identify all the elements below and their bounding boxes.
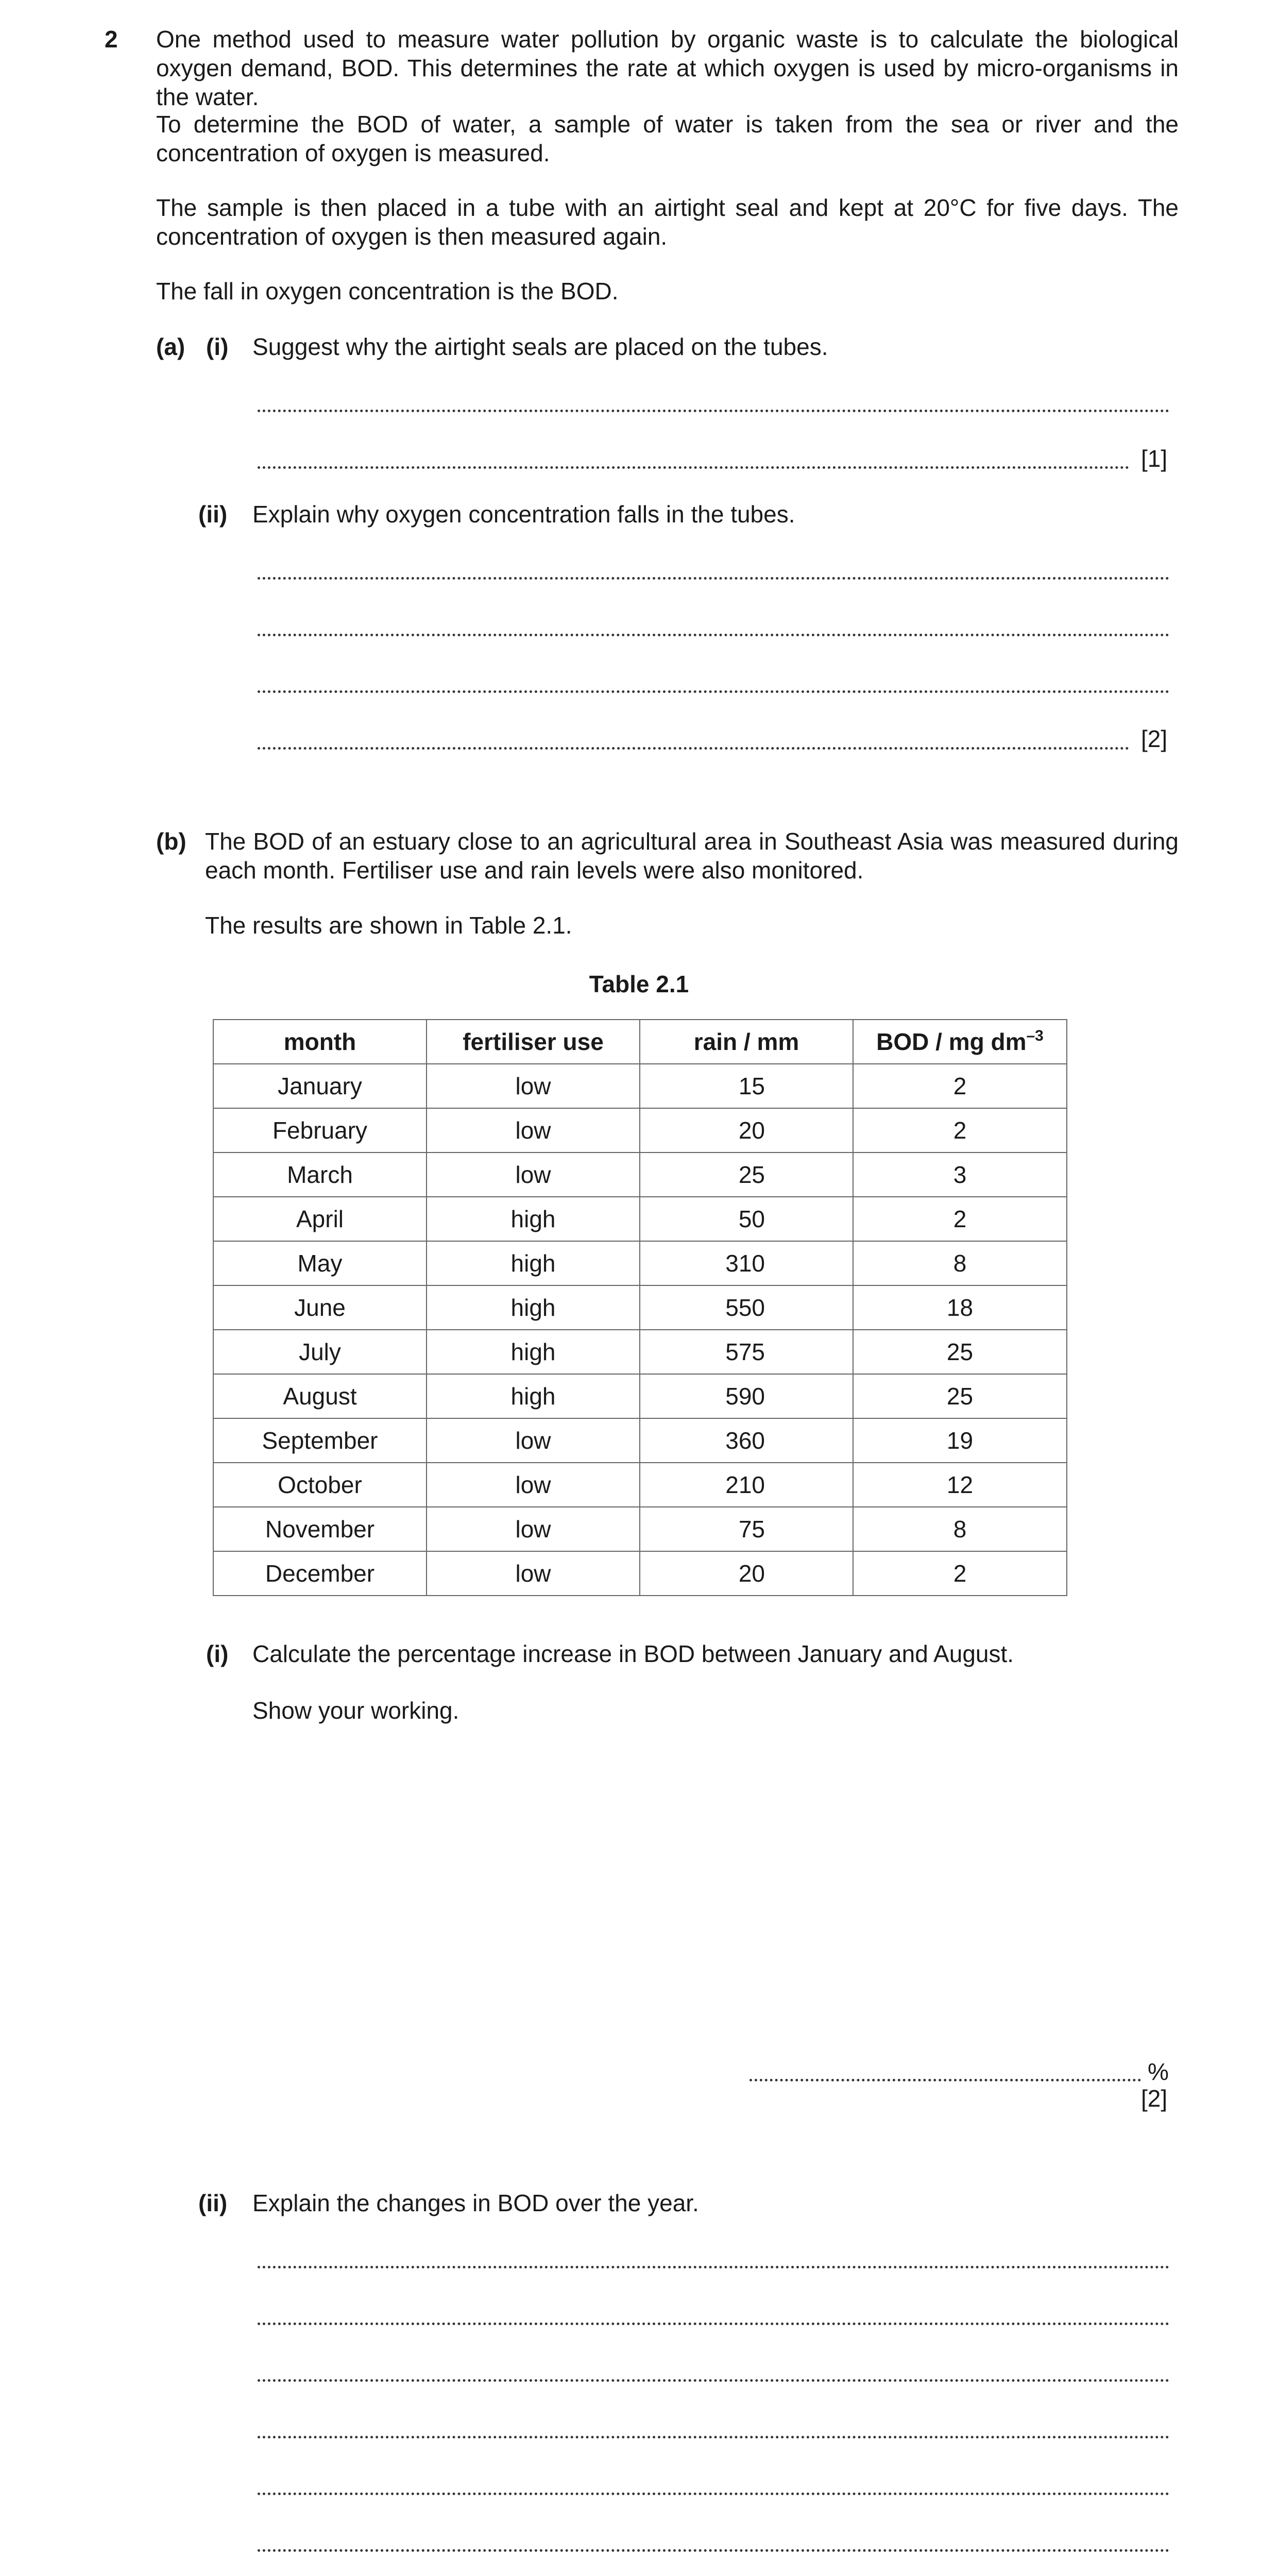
cell-bod: 25 [853, 1374, 1067, 1418]
answer-line-b-i[interactable] [749, 2079, 1141, 2081]
table-row [213, 1064, 1067, 1108]
answer-line-b-ii-5[interactable] [258, 2493, 1169, 2495]
table-header-row [213, 1020, 1067, 1064]
cell-month: April [213, 1197, 427, 1241]
cell-month: May [213, 1241, 427, 1285]
cell-bod: 12 [853, 1463, 1067, 1507]
header-bod-text: BOD / mg dm [876, 1028, 1027, 1055]
cell-fertiliser: low [427, 1108, 640, 1153]
table-row [213, 1108, 1067, 1153]
cell-month: October [213, 1463, 427, 1507]
results-table [213, 1019, 1067, 1596]
part-b-results-text: The results are shown in Table 2.1. [205, 912, 572, 939]
cell-bod: 19 [853, 1418, 1067, 1463]
intro-paragraph-4: The fall in oxygen concentration is the BOD. [156, 278, 619, 304]
cell-rain: 360 [640, 1418, 853, 1463]
table-row [213, 1507, 1067, 1551]
part-b-i-question: Calculate the percentage increase in BOD between January and August. [252, 1640, 1014, 1667]
cell-fertiliser: high [427, 1241, 640, 1285]
cell-rain: 20 [640, 1551, 853, 1596]
answer-line-a-ii-4[interactable] [258, 747, 1129, 750]
part-b-i-instruction: Show your working. [252, 1697, 459, 1724]
answer-line-a-ii-3[interactable] [258, 690, 1169, 693]
cell-bod: 25 [853, 1330, 1067, 1374]
part-b-label: (b) [156, 828, 186, 855]
part-a-i-question: Suggest why the airtight seals are placed on the tubes. [252, 333, 828, 360]
table-row [213, 1418, 1067, 1463]
intro-paragraph-1: One method used to measure water pollution by organic waste is to calculate the biological oxygen demand, BOD. This determines the rate at which oxygen is used by micro-organisms in the water. [156, 26, 1179, 110]
cell-rain: 550 [640, 1285, 853, 1330]
header-fertiliser-use: fertiliser use [427, 1020, 640, 1064]
mark-a-i: [1] [1141, 445, 1168, 472]
cell-rain: 575 [640, 1330, 853, 1374]
cell-fertiliser: low [427, 1463, 640, 1507]
answer-line-a-ii-1[interactable] [258, 577, 1169, 580]
answer-line-b-ii-6[interactable] [258, 2549, 1169, 2552]
mark-b-i: [2] [1141, 2085, 1168, 2112]
cell-month: March [213, 1153, 427, 1197]
cell-month: June [213, 1285, 427, 1330]
mark-a-ii: [2] [1141, 725, 1168, 752]
cell-month: November [213, 1507, 427, 1551]
part-a-ii-label: (ii) [198, 501, 228, 528]
table-row [213, 1197, 1067, 1241]
cell-rain: 25 [640, 1153, 853, 1197]
header-bod-exponent: –3 [1026, 1027, 1044, 1044]
cell-fertiliser: high [427, 1197, 640, 1241]
cell-rain: 310 [640, 1241, 853, 1285]
cell-rain: 75 [640, 1507, 853, 1551]
cell-month: September [213, 1418, 427, 1463]
cell-bod: 8 [853, 1507, 1067, 1551]
part-b-i-label: (i) [206, 1640, 229, 1667]
cell-bod: 2 [853, 1197, 1067, 1241]
answer-line-b-ii-2[interactable] [258, 2323, 1169, 2325]
cell-fertiliser: low [427, 1551, 640, 1596]
cell-bod: 2 [853, 1108, 1067, 1153]
answer-line-b-ii-3[interactable] [258, 2379, 1169, 2382]
answer-line-a-i-2[interactable] [258, 466, 1129, 469]
question-number: 2 [105, 26, 118, 53]
answer-line-a-ii-2[interactable] [258, 634, 1169, 636]
cell-month: July [213, 1330, 427, 1374]
part-a-label: (a) [156, 333, 185, 360]
cell-bod: 2 [853, 1551, 1067, 1596]
table-row [213, 1241, 1067, 1285]
header-rain: rain / mm [640, 1020, 853, 1064]
cell-fertiliser: high [427, 1330, 640, 1374]
part-a-i-label: (i) [206, 333, 229, 360]
table-row [213, 1551, 1067, 1596]
header-bod [853, 1020, 1067, 1064]
table-row [213, 1330, 1067, 1374]
unit-percent: % [1148, 2058, 1169, 2085]
cell-rain: 20 [640, 1108, 853, 1153]
cell-fertiliser: low [427, 1064, 640, 1108]
table-row [213, 1153, 1067, 1197]
cell-month: December [213, 1551, 427, 1596]
header-month: month [213, 1020, 427, 1064]
table-row [213, 1374, 1067, 1418]
cell-bod: 2 [853, 1064, 1067, 1108]
cell-bod: 3 [853, 1153, 1067, 1197]
table-row [213, 1463, 1067, 1507]
cell-rain: 210 [640, 1463, 853, 1507]
part-b-ii-question: Explain the changes in BOD over the year. [252, 2190, 699, 2216]
cell-rain: 15 [640, 1064, 853, 1108]
cell-month: January [213, 1064, 427, 1108]
answer-line-b-ii-4[interactable] [258, 2436, 1169, 2438]
cell-fertiliser: high [427, 1374, 640, 1418]
cell-bod: 8 [853, 1241, 1067, 1285]
cell-bod: 18 [853, 1285, 1067, 1330]
intro-paragraph-3: The sample is then placed in a tube with an airtight seal and kept at 20°C for five days. The concentration of oxygen is then measured again. [156, 194, 1179, 250]
intro-paragraph-2: To determine the BOD of water, a sample of water is taken from the sea or river and the concentration of oxygen is measured. [156, 111, 1179, 166]
cell-month: August [213, 1374, 427, 1418]
cell-month: February [213, 1108, 427, 1153]
answer-line-a-i-1[interactable] [258, 410, 1169, 412]
cell-rain: 50 [640, 1197, 853, 1241]
cell-fertiliser: low [427, 1507, 640, 1551]
answer-line-b-ii-1[interactable] [258, 2266, 1169, 2268]
cell-fertiliser: low [427, 1153, 640, 1197]
table-title: Table 2.1 [589, 971, 689, 997]
cell-fertiliser: high [427, 1285, 640, 1330]
part-a-ii-question: Explain why oxygen concentration falls in the tubes. [252, 501, 795, 528]
part-b-ii-label: (ii) [198, 2190, 228, 2216]
cell-fertiliser: low [427, 1418, 640, 1463]
table-row [213, 1285, 1067, 1330]
cell-rain: 590 [640, 1374, 853, 1418]
part-b-question: The BOD of an estuary close to an agricultural area in Southeast Asia was measured during each month. Fertiliser use and rain levels were also monitored. [205, 828, 1179, 884]
